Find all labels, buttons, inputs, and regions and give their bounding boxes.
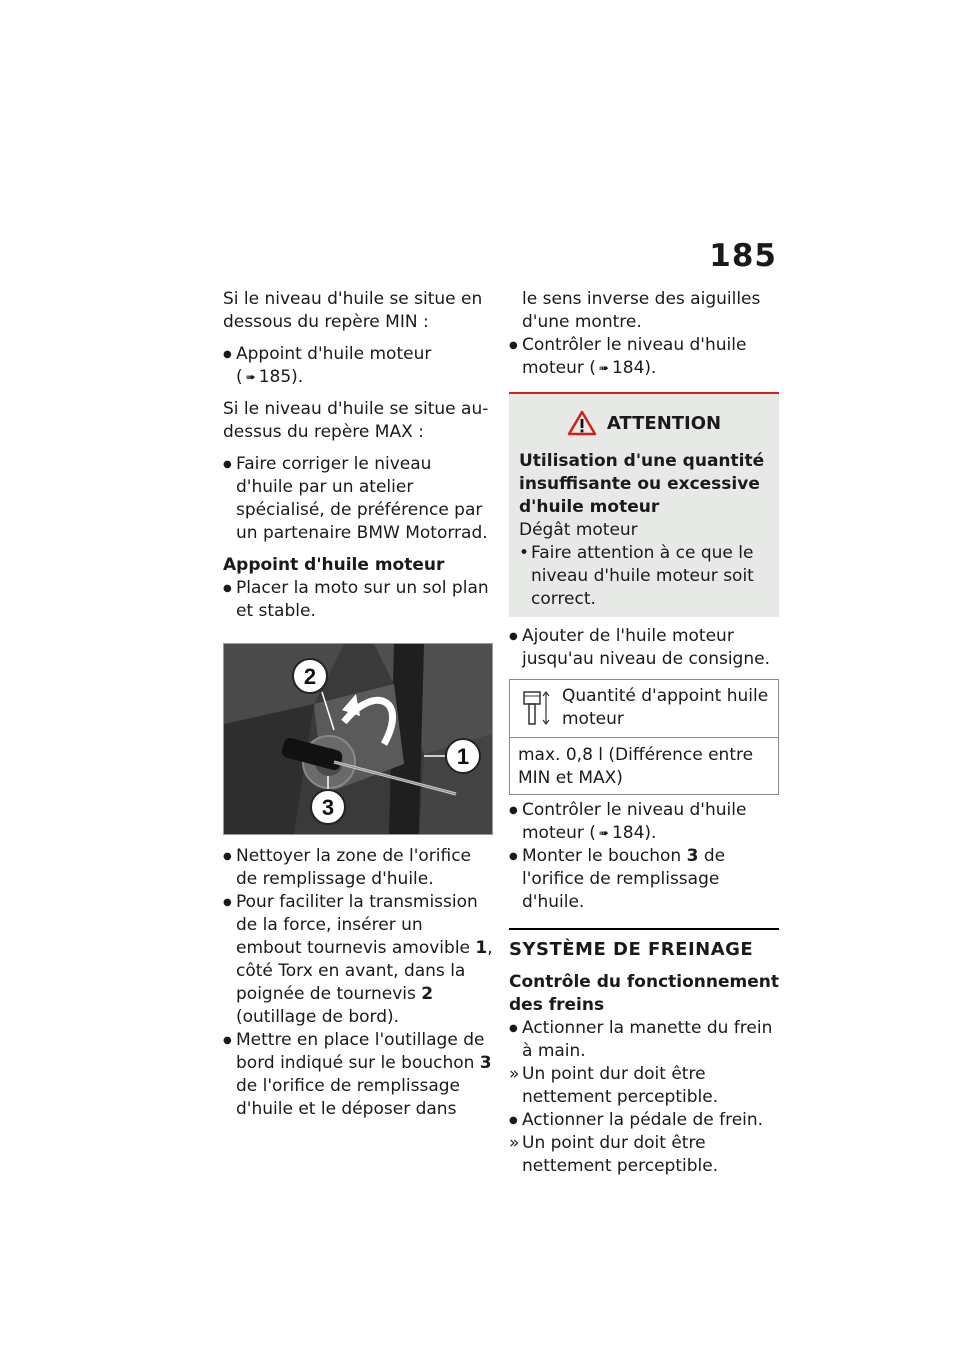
result-item: » Un point dur doit être nettement perceptible.: [509, 1063, 779, 1109]
bullet-item: ● Faire corriger le niveau d'huile par un atelier spécialisé, de préférence par un partenaire BMW Motorrad.: [223, 453, 493, 545]
bullet-item: [223, 1029, 493, 1121]
bullet-text: (outillage de bord).: [236, 1007, 400, 1027]
attention-title: [519, 410, 769, 436]
attention-bullet: • Faire attention à ce que le niveau d'huile moteur soit correct.: [519, 542, 769, 611]
page-ref[interactable]: 185).: [258, 367, 304, 387]
section-title: SYSTÈME DE FREINAGE: [509, 939, 754, 960]
bullet-text: , côté Torx en avant, dans la poignée de tournevis: [236, 938, 493, 1004]
bullet-item: [509, 799, 779, 845]
bullet-text: Contrôler le niveau d'huile moteur (: [522, 800, 747, 843]
subheading: Appoint d'huile moteur: [223, 555, 445, 575]
bullet-text: Contrôler le niveau d'huile moteur (: [522, 335, 747, 378]
oil-quantity-header: [510, 680, 778, 738]
attention-consequence: Dégât moteur: [519, 520, 638, 540]
callout-1: 1: [456, 744, 470, 769]
oil-quantity-label: Quantité d'appoint huile moteur: [562, 686, 769, 729]
bullet-item: ● Actionner la pédale de frein.: [509, 1109, 779, 1132]
warning-triangle-icon: [567, 410, 597, 436]
subheading: Contrôle du fonctionnement des freins: [509, 972, 780, 1015]
oil-quantity-table: [509, 679, 779, 795]
bullet-item: ● Actionner la manette du frein à main.: [509, 1017, 779, 1063]
page-ref-arrow-icon: ➠: [598, 826, 609, 840]
page-ref[interactable]: 184).: [611, 358, 657, 378]
right-column: [509, 288, 779, 1178]
bullet-item: ● Nettoyer la zone de l'orifice de remplissage d'huile.: [223, 845, 493, 891]
callout-2: 2: [303, 664, 317, 689]
oil-quantity-icon: [518, 688, 554, 728]
bullet-text: de l'orifice de remplissage d'huile.: [522, 846, 726, 912]
left-column: [223, 288, 493, 1121]
oil-filler-figure: [223, 643, 493, 835]
part-number: 3: [479, 1053, 492, 1073]
bullet-text: Appoint d'huile moteur: [236, 344, 432, 364]
callout-3: 3: [321, 795, 335, 820]
bullet-item: ● Placer la moto sur un sol plan et stable.: [223, 577, 493, 623]
oil-quantity-value: max. 0,8 l (Différence entre MIN et MAX): [518, 745, 754, 788]
page-number: 185: [709, 238, 777, 274]
bullet-text: de l'orifice de remplissage d'huile et le déposer dans: [236, 1076, 460, 1119]
result-item: » Un point dur doit être nettement perceptible.: [509, 1132, 779, 1178]
section-divider: [509, 928, 779, 930]
attention-label: ATTENTION: [606, 412, 722, 434]
continued-text: le sens inverse des aiguilles d'une montre.: [522, 289, 761, 332]
bullet-text: Mettre en place l'outillage de bord indiqué sur le bouchon: [236, 1030, 485, 1073]
paragraph: Si le niveau d'huile se situe au-dessus du repère MAX :: [223, 399, 489, 442]
bullet-item: [509, 845, 779, 914]
oil-filler-illustration: [224, 644, 492, 834]
part-number: 3: [686, 846, 699, 866]
bullet-item: [509, 334, 779, 380]
bullet-item: ● Ajouter de l'huile moteur jusqu'au niveau de consigne.: [509, 625, 779, 671]
bullet-item: ● Appoint d'huile moteur ( ➠ 185).: [223, 343, 493, 389]
page-ref[interactable]: 184).: [611, 823, 657, 843]
part-number: 2: [421, 984, 434, 1004]
attention-box: [509, 392, 779, 617]
attention-cause: Utilisation d'une quantité insuffisante ou excessive d'huile moteur: [519, 451, 765, 517]
bullet-text: Pour faciliter la transmission de la force, insérer un embout tournevis amovible: [236, 892, 478, 958]
bullet-text: Monter le bouchon: [522, 846, 687, 866]
page-ref-arrow-icon: ➠: [245, 370, 256, 384]
part-number: 1: [475, 938, 488, 958]
page-ref-arrow-icon: ➠: [598, 361, 609, 375]
bullet-item: [223, 891, 493, 1029]
paragraph: Si le niveau d'huile se situe en dessous du repère MIN :: [223, 289, 483, 332]
attention-body: [519, 450, 769, 611]
